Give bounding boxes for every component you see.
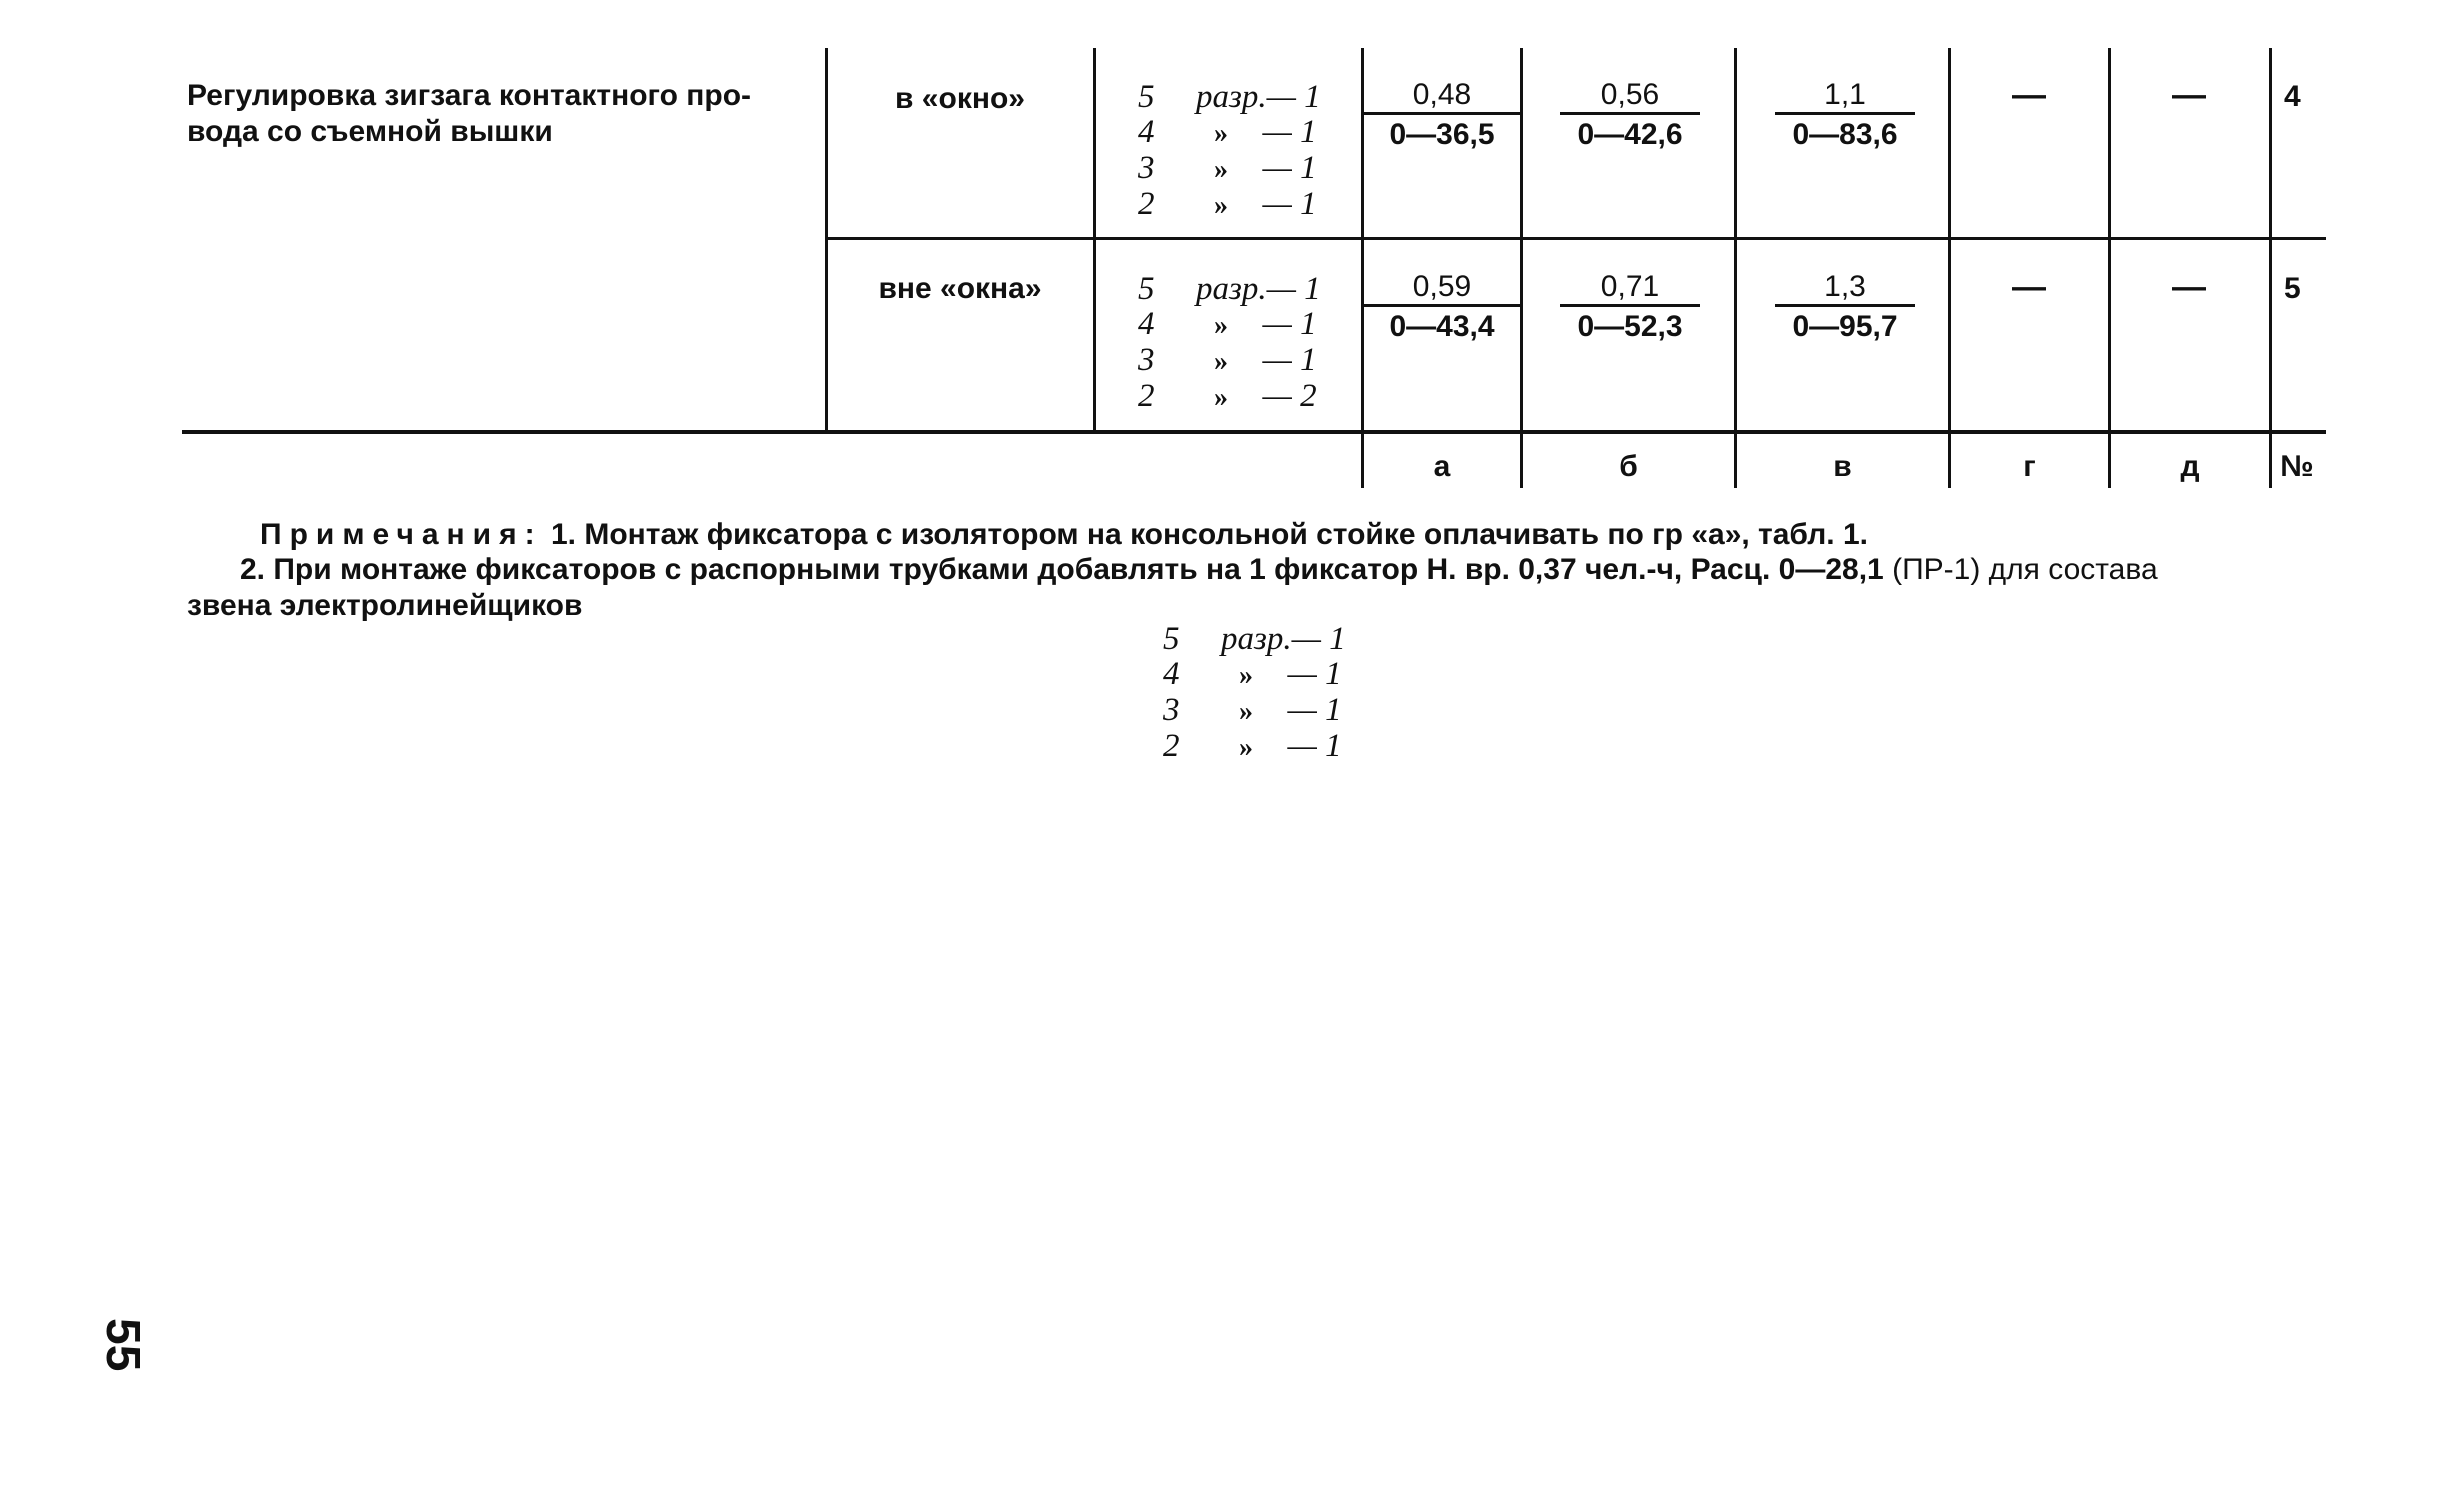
norm-value: 0,71 [1560,270,1700,307]
notes-crew-composition: 5 разр.— 1 4 » — 1 3 » — 1 2 » — 1 [1163,621,1346,764]
column-label-d: д [2180,450,2200,483]
column-divider [2269,48,2272,488]
column-label-v: в [1833,450,1852,483]
page-number: 55 [96,1318,149,1372]
rate-value: 0—95,7 [1792,310,1898,343]
rate-value: 0—36,5 [1389,118,1495,151]
cell-d: — [2172,76,2206,114]
cell-g: — [2012,268,2046,306]
column-label-g: г [2023,450,2036,483]
rate-value: 0—42,6 [1577,118,1683,151]
cell-g: — [2012,76,2046,114]
norm-value: 1,1 [1775,78,1915,115]
row-divider [826,237,2326,240]
column-divider [2108,48,2111,488]
cell-a-fraction [1364,78,1520,155]
norm-value: 0,56 [1560,78,1700,115]
note-2-line-2: звена электролинейщиков [187,589,583,622]
cell-b-fraction [1560,270,1700,347]
cell-b-fraction [1560,78,1700,155]
column-divider [1948,48,1951,488]
rate-value: 0—43,4 [1389,310,1495,343]
note-2-line-1: 2. При монтаже фиксаторов с распорными трубками добавлять на 1 фиксатор Н. вр. 0,37 чел.-ч, Расц. 0—28,1 (ПР-1) для состава [240,553,2158,586]
cell-v-fraction [1775,270,1915,347]
column-label-number: № [2280,450,2314,483]
crew-composition: 5 разр.— 1 4 » — 1 3 » — 1 2 » — 1 [1138,79,1321,222]
row-number: 4 [2284,80,2301,113]
cell-v-fraction [1775,78,1915,155]
norm-value: 0,59 [1364,270,1520,307]
cell-d: — [2172,268,2206,306]
rate-value: 0—52,3 [1577,310,1683,343]
crew-composition: 5 разр.— 1 4 » — 1 3 » — 1 2 » — 2 [1138,271,1321,414]
rate-value: 0—83,6 [1792,118,1898,151]
notes-heading: Примечания: [260,518,543,551]
note-1: Примечания: 1. Монтаж фиксатора с изолятором на консольной стойке оплачивать по гр «а», табл. 1. [260,518,1868,551]
table-bottom-rule [182,430,2326,434]
row-number: 5 [2284,272,2301,305]
row-condition: вне «окна» [878,272,1042,305]
row-condition: в «окно» [895,82,1025,115]
column-divider [1734,48,1737,488]
column-label-b: б [1619,450,1638,483]
column-label-a: а [1433,450,1451,483]
norm-value: 0,48 [1364,78,1520,115]
work-title: Регулировка зигзага контактного про-вода со съемной вышки [187,79,752,148]
column-divider [1520,48,1523,488]
cell-a-fraction [1364,270,1520,347]
norm-value: 1,3 [1775,270,1915,307]
